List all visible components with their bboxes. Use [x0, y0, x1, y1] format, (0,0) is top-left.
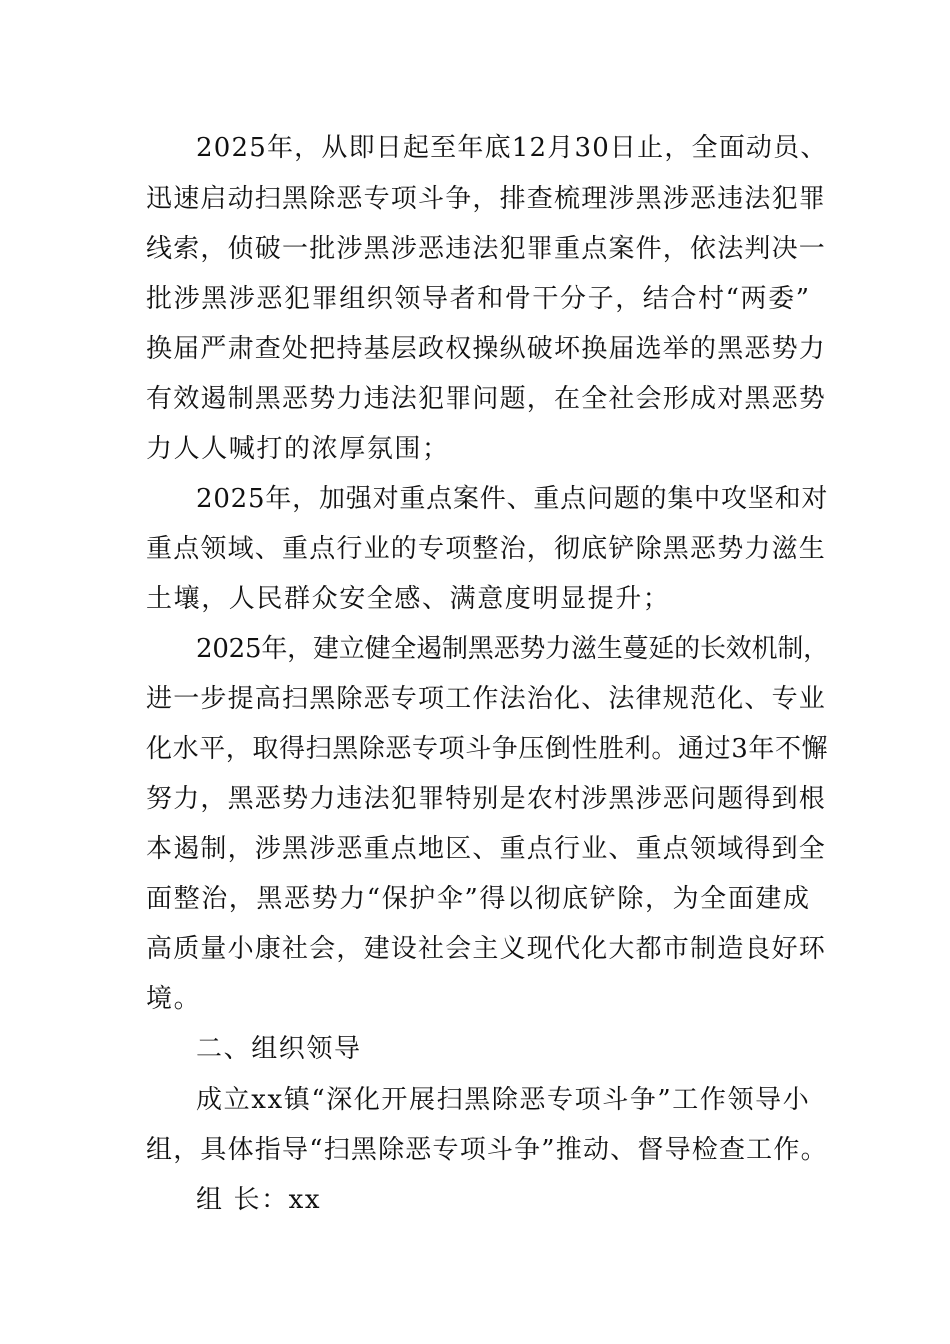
paragraph-1-line-7: 力人人喊打的浓厚氛围；: [146, 434, 450, 464]
paragraph-1-line-3: 线索，侦破一批涉黑涉恶违法犯罪重点案件，依法判决一: [146, 234, 827, 264]
group-leader-line: 组 长：xx: [196, 1185, 322, 1215]
paragraph-2-line-1: 2025年，加强对重点案件、重点问题的集中攻坚和对: [196, 484, 829, 514]
paragraph-3-line-6: 面整治，黑恶势力“保护伞”得以彻底铲除，为全面建成: [146, 884, 811, 914]
paragraph-1-line-6: 有效遏制黑恶势力违法犯罪问题，在全社会形成对黑恶势: [146, 384, 827, 414]
section-heading: 二、组织领导: [196, 1034, 362, 1064]
paragraph-3-line-4: 努力，黑恶势力违法犯罪特别是农村涉黑涉恶问题得到根: [146, 784, 827, 814]
paragraph-2-line-3: 土壤，人民群众安全感、满意度明显提升；: [146, 584, 671, 614]
paragraph-1-line-2: 迅速启动扫黑除恶专项斗争，排查梳理涉黑涉恶违法犯罪: [146, 184, 827, 214]
paragraph-3-line-2: 进一步提高扫黑除恶专项工作法治化、法律规范化、专业: [146, 684, 827, 714]
paragraph-2-line-2: 重点领域、重点行业的专项整治，彻底铲除黑恶势力滋生: [146, 534, 827, 564]
paragraph-3-line-1: 2025年，建立健全遏制黑恶势力滋生蔓延的长效机制，: [196, 634, 829, 664]
paragraph-3-line-7: 高质量小康社会，建设社会主义现代化大都市制造良好环: [146, 934, 827, 964]
paragraph-3-line-3: 化水平，取得扫黑除恶专项斗争压倒性胜利。通过3年不懈: [146, 734, 829, 764]
paragraph-3-line-5: 本遏制，涉黑涉恶重点地区、重点行业、重点领域得到全: [146, 834, 827, 864]
paragraph-4-line-1: 成立xx镇“深化开展扫黑除恶专项斗争”工作领导小: [196, 1085, 811, 1115]
paragraph-1-line-4: 批涉黑涉恶犯罪组织领导者和骨干分子，结合村“两委”: [146, 284, 811, 314]
paragraph-3-line-8: 境。: [146, 984, 202, 1014]
paragraph-1-line-1: 2025年，从即日起至年底12月30日止，全面动员、: [196, 133, 828, 163]
paragraph-4-line-2: 组，具体指导“扫黑除恶专项斗争”推动、督导检查工作。: [146, 1135, 828, 1165]
paragraph-1-line-5: 换届严肃查处把持基层政权操纵破坏换届选举的黑恶势力: [146, 334, 827, 364]
